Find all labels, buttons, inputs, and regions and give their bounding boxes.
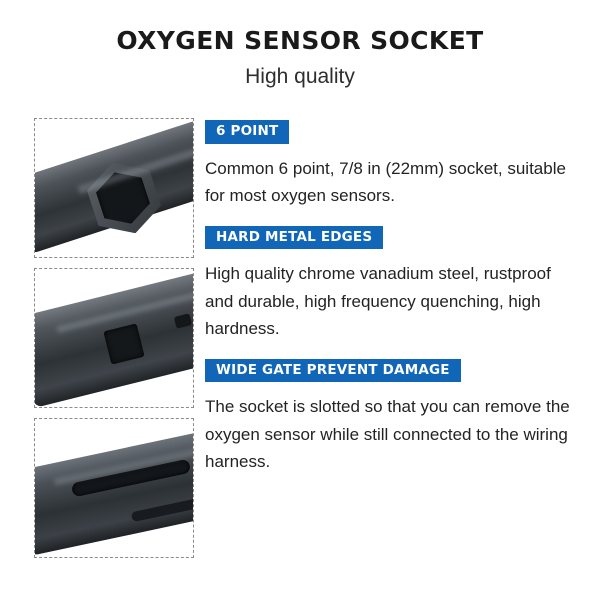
content-area: [0, 118, 600, 588]
feature-description: The socket is slotted so that you can remove the oxygen sensor while still connected to the wiring harness.: [205, 397, 570, 472]
feature-badge: HARD METAL EDGES: [205, 226, 383, 250]
feature-column: [205, 118, 600, 588]
feature-badge: 6 POINT: [205, 120, 289, 144]
page-title: OXYGEN SENSOR SOCKET: [116, 26, 484, 55]
page-subtitle: High quality: [245, 65, 355, 88]
socket-barrel-shape: [34, 428, 194, 556]
feature-badge: WIDE GATE PREVENT DAMAGE: [205, 359, 461, 383]
feature-description: High quality chrome vanadium steel, rustproof and durable, high frequency quenching, high hardness.: [205, 264, 551, 339]
socket-slot-photo: [34, 418, 194, 558]
feature-description: Common 6 point, 7/8 in (22mm) socket, suitable for most oxygen sensors.: [205, 158, 566, 206]
feature-block-wide-gate: [205, 359, 572, 476]
photo-column: [0, 118, 205, 588]
feature-block-hard-metal-edges: [205, 226, 572, 343]
page-header: [0, 0, 600, 89]
socket-square-drive-photo: [34, 268, 194, 408]
socket-hex-opening-photo: [34, 118, 194, 258]
feature-block-6-point: [205, 120, 572, 210]
